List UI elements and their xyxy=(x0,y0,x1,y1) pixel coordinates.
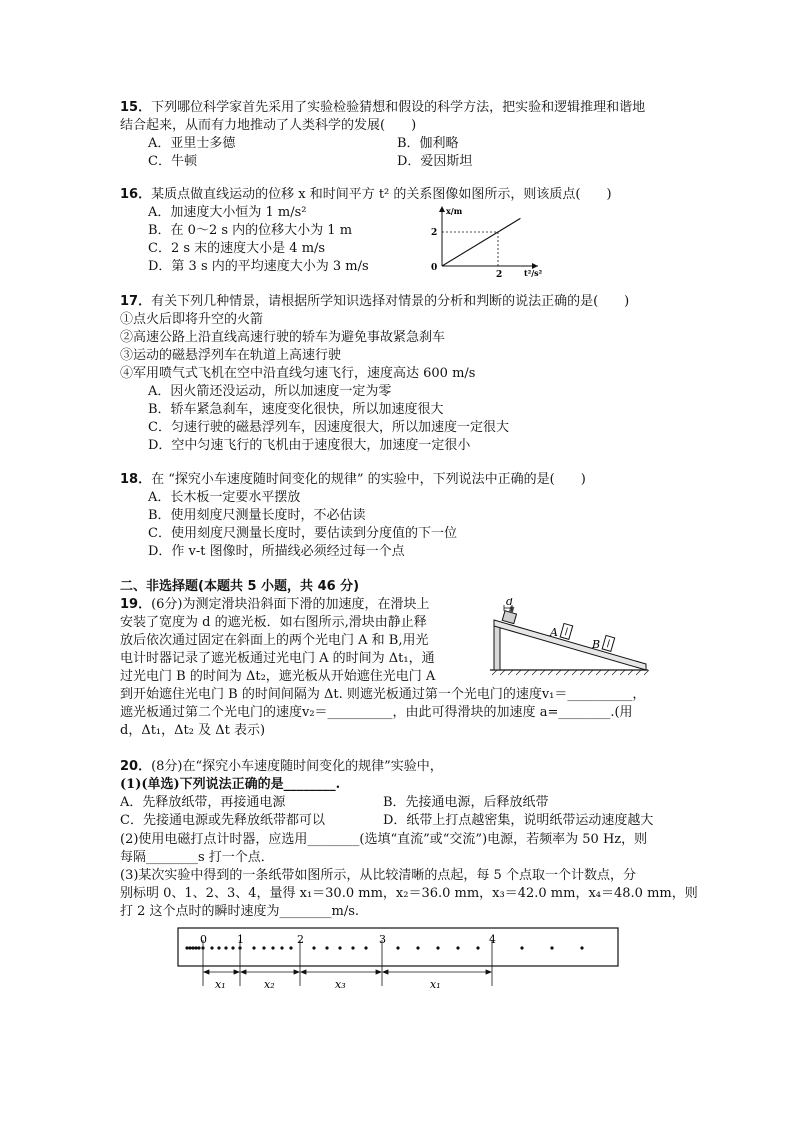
photogate-b xyxy=(602,635,615,651)
section-2-title: 二、非选择题(本题共 5 小题，共 46 分) xyxy=(120,579,360,594)
q20-number: 20． xyxy=(120,759,152,774)
q19-line3: 放后依次通过固定在斜面上的两个光电门 A 和 B,用光 xyxy=(120,633,429,648)
graph-series-line xyxy=(442,218,520,266)
q20-option-a[interactable]: A．先释放纸带，再接通电源 xyxy=(120,795,286,810)
count-label-2: 2 xyxy=(297,933,304,946)
q17-scenario-3: ③运动的磁悬浮列车在轨道上高速行驶 xyxy=(120,348,342,363)
segment-label-3: x₃ xyxy=(335,978,346,991)
q15-line1: 15．下列哪位科学家首先采用了实验检验猜想和假设的科学方法，把实验和逻辑推理和谐地 xyxy=(120,100,646,115)
q17-option-a[interactable]: A．因火箭还没运动，所以加速度一定为零 xyxy=(148,384,392,399)
q16-option-d[interactable]: D．第 3 s 内的平均速度大小为 3 m/s xyxy=(148,259,369,274)
segment-label-4: x₁ xyxy=(430,978,441,991)
q16-option-a[interactable]: A．加速度大小恒为 1 m/s² xyxy=(148,205,307,220)
segment-label-2: x₂ xyxy=(264,978,275,991)
q17-stem: 17．有关下列几种情景，请根据所学知识选择对情景的分析和判断的说法正确的是( ) xyxy=(120,294,630,309)
q16-number: 16． xyxy=(120,187,152,202)
ground-hatch xyxy=(492,670,649,675)
label-d: d xyxy=(506,598,514,608)
graph-xlabel: t²/s² xyxy=(524,268,543,278)
q18-stem: 18．在 “探究小车速度随时间变化的规律” 的实验中，下列说法中正确的是( ) xyxy=(120,472,586,487)
q19-line2: 安装了宽度为 d 的遮光板．如右图所示,滑块由静止释 xyxy=(120,615,427,630)
q20-part3-line3[interactable]: 打 2 这个点时的瞬时速度为________m/s. xyxy=(120,904,360,919)
q20-part2-line1[interactable]: (2)使用电磁打点计时器，应选用________(选填“直流”或“交流”)电源，若频率为 50 Hz，则 xyxy=(120,832,648,847)
q19-line6[interactable]: 到开始遮住光电门 B 的时间间隔为 Δt. 则遮光板通过第一个光电门的速度v₁＝__________， xyxy=(120,687,646,702)
q15-number: 15． xyxy=(120,100,152,115)
q17-number: 17． xyxy=(120,294,152,309)
q18-option-d[interactable]: D．作 v-t 图像时，所描线必须经过每一个点 xyxy=(148,544,405,559)
graph-marks xyxy=(442,218,520,266)
q16-option-c[interactable]: C．2 s 末的速度大小是 4 m/s xyxy=(148,241,326,256)
q17-option-c[interactable]: C．匀速行驶的磁悬浮列车，因速度很大，所以加速度一定很大 xyxy=(148,420,509,435)
q20-part3-line1: (3)某次实验中得到的一条纸带如图所示，从比较清晰的点起，每 5 个点取一个计数点，分 xyxy=(120,868,636,883)
q15-option-c[interactable]: C．牛顿 xyxy=(148,154,197,169)
q19-line5: 过光电门 B 的时间为 Δt₂，遮光板从开始遮住光电门 A xyxy=(120,669,436,684)
q19-line7[interactable]: 遮光板通过第二个光电门的速度v₂＝__________，由此可得滑块的加速度 a=________.(用 xyxy=(120,705,633,720)
q19-line4: 电计时器记录了遮光板通过光电门 A 的时间为 Δt₁，通 xyxy=(120,651,435,666)
q18-option-a[interactable]: A．长木板一定要水平摆放 xyxy=(148,490,301,505)
support-post xyxy=(494,622,500,670)
q20-part1[interactable]: (1)(单选)下列说法正确的是________. xyxy=(120,777,341,792)
q20-option-d[interactable]: D．纸带上打点越密集，说明纸带运动速度越大 xyxy=(383,813,654,828)
graph-ylabel: x/m xyxy=(446,206,463,216)
q19-incline-figure xyxy=(486,598,652,678)
count-label-3: 3 xyxy=(379,933,386,946)
segment-label-1: x₁ xyxy=(215,978,226,991)
q17-scenario-4: ④军用喷气式飞机在空中沿直线匀速飞行，速度高达 600 m/s xyxy=(120,366,476,381)
q16-stem: 16．某质点做直线运动的位移 x 和时间平方 t² 的关系图像如图所示，则该质点( ) xyxy=(120,187,612,202)
q17-scenario-2: ②高速公路上沿直线高速行驶的轿车为避免事故紧急刹车 xyxy=(120,330,446,345)
photogate-a xyxy=(560,623,573,639)
q20-part3-line2: 别标明 0、1、2、3、4，量得 x₁＝30.0 mm，x₂＝36.0 mm，x₃＝42.0 mm，x₄＝48.0 mm，则 xyxy=(120,886,698,901)
segment-arrows xyxy=(204,970,491,974)
q19-line1: 19．(6分)为测定滑块沿斜面下滑的加速度，在滑块上 xyxy=(120,597,430,612)
count-label-0: 0 xyxy=(200,933,207,946)
q20-stem: 20．(8分)在“探究小车速度随时间变化的规律”实验中， xyxy=(120,759,443,774)
graph-xtick-label: 2 xyxy=(496,270,503,280)
q15-option-d[interactable]: D．爱因斯坦 xyxy=(397,154,473,169)
q20-part2-line2[interactable]: 每隔________s 打一个点． xyxy=(120,850,274,865)
q20-option-c[interactable]: C．先接通电源或先释放纸带都可以 xyxy=(120,813,325,828)
graph-origin-label: 0 xyxy=(431,263,438,273)
label-a: A xyxy=(550,626,558,639)
count-label-1: 1 xyxy=(237,933,244,946)
q18-option-c[interactable]: C．使用刻度尺测量长度时，要估读到分度值的下一位 xyxy=(148,526,457,541)
q16-option-b[interactable]: B．在 0～2 s 内的位移大小为 1 m xyxy=(148,223,353,238)
q15-option-a[interactable]: A．亚里士多德 xyxy=(148,136,236,151)
q18-option-b[interactable]: B．使用刻度尺测量长度时，不必估读 xyxy=(148,508,366,523)
q15-line2: 结合起来，从而有力地推动了人类科学的发展( ) xyxy=(120,118,417,133)
q18-number: 18． xyxy=(120,472,152,487)
q17-option-d[interactable]: D．空中匀速飞行的飞机由于速度很大，加速度一定很小 xyxy=(148,438,471,453)
q20-option-b[interactable]: B．先接通电源，后释放纸带 xyxy=(383,795,549,810)
q16-xt2-graph xyxy=(420,200,550,280)
q19-line8: d，Δt₁，Δt₂ 及 Δt 表示) xyxy=(120,723,266,738)
graph-ytick-label: 2 xyxy=(431,228,438,238)
count-label-4: 4 xyxy=(489,933,496,946)
label-b: B xyxy=(592,638,601,651)
q20-paper-tape-figure xyxy=(176,926,622,996)
q17-scenario-1: ①点火后即将升空的火箭 xyxy=(120,312,264,327)
q17-option-b[interactable]: B．轿车紧急刹车，速度变化很快，所以加速度很大 xyxy=(148,402,444,417)
q19-number: 19． xyxy=(120,597,152,612)
q15-option-b[interactable]: B．伽利略 xyxy=(397,136,459,151)
